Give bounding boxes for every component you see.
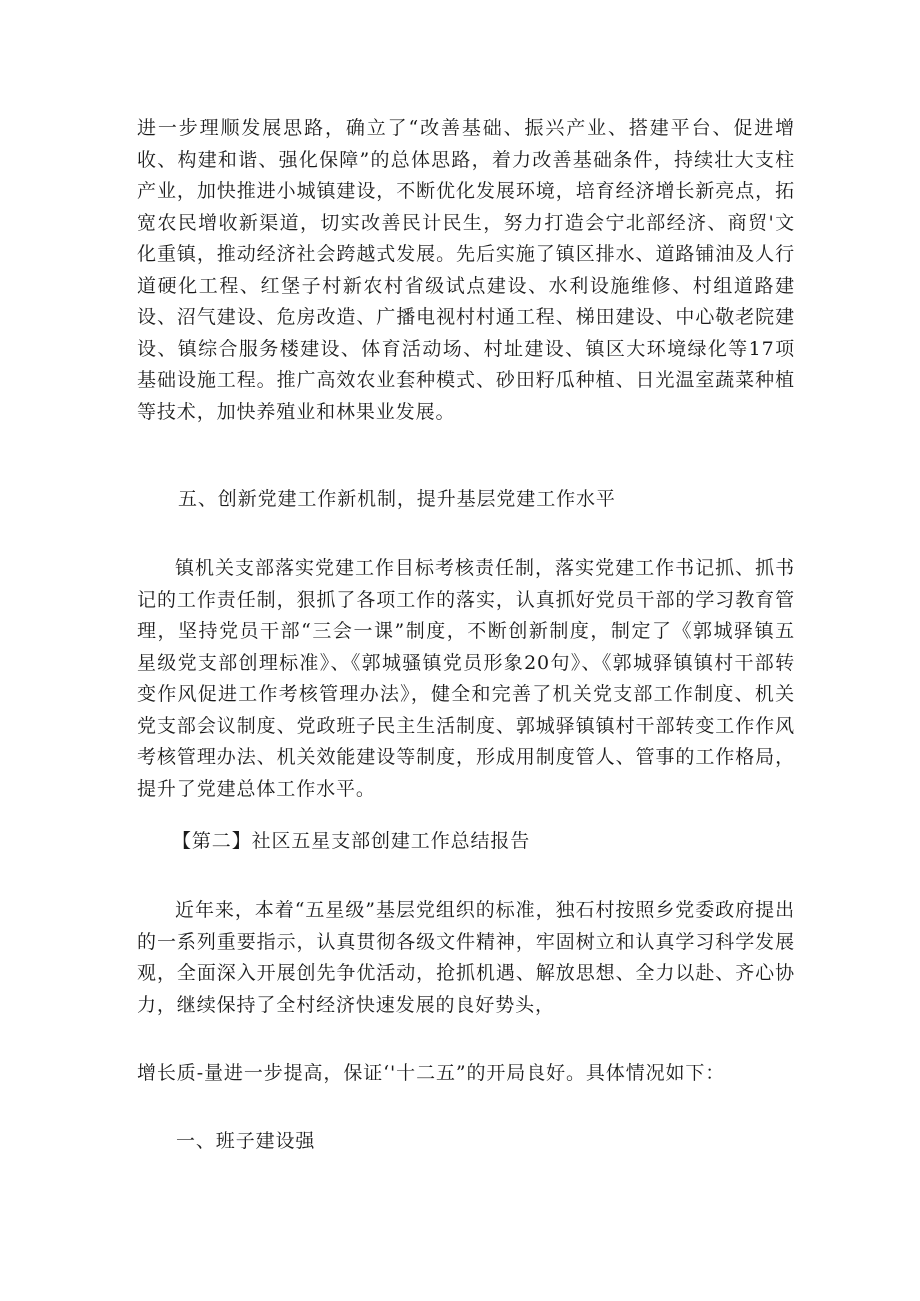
section-heading: 一、班子建设强 bbox=[176, 1130, 316, 1152]
section-heading: 五、创新党建工作新机制，提升基层党建工作水平 bbox=[178, 488, 616, 510]
body-paragraph: 增长质-量进一步提高，保证‘'十二五”的开局良好。具体情况如下： bbox=[137, 1062, 726, 1084]
body-paragraph: 进一步理顺发展思路，确立了“改善基础、振兴产业、搭建平台、促进增收、构建和谐、强化保障”的总体思路，着力改善基础条件，持续壮大支柱产业，加快推进小城镇建设，不断优化发展环境，培育经济增长新亮点，拓宽农民增收新渠道，切实改善民计民生，努力打造会宁北部经济、商贸'文化重镇，推动经济社会跨越式发展。先后实施了镇区排水、道路铺油及人行道硬化工程、红堡子村新农村省级试点建设、水利设施维修、村组道路建设、沼气建设、危房改造、广播电视村村通工程、梯田建设、中心敬老院建设、镇综合服务楼建设、体育活动场、村址建设、镇区大环境绿化等17项基础设施工程。推广高效农业套种模式、砂田籽瓜种植、日光温室蔬菜种植等技术，加快养殖业和林果业发展。 bbox=[137, 117, 795, 423]
document-title: 【第二】社区五星支部创建工作总结报告 bbox=[172, 830, 531, 852]
body-paragraph: 镇机关支部落实党建工作目标考核责任制，落实党建工作书记抓、抓书记的工作责任制，狠抓了各项工作的落实，认真抓好党员干部的学习教育管理，坚持党员干部“三会一课”制度，不断创新制度，制定了《郭城驿镇五星级党支部创理标准》、《郭城骚镇党员形象20句》、《郭城驿镇镇村干部转变作风促进工作考核管理办法》，健全和完善了机关党支部工作制度、机关党支部会议制度、党政班子民主生活制度、郭城驿镇镇村干部转变工作作风考核管理办法、机关效能建设等制度，形成用制度管人、管事的工作格局，提升了党建总体工作水平。 bbox=[137, 557, 795, 800]
body-paragraph: 近年来，本着“五星级”基层党组织的标准，独石村按照乡党委政府提出的一系列重要指示，认真贯彻各级文件精神，牢固树立和认真学习科学发展观，全面深入开展创先争优活动，抢抓机遇、解放思想、全力以赴、齐心协力，继续保持了全村经济快速发展的良好势头， bbox=[137, 899, 795, 1016]
